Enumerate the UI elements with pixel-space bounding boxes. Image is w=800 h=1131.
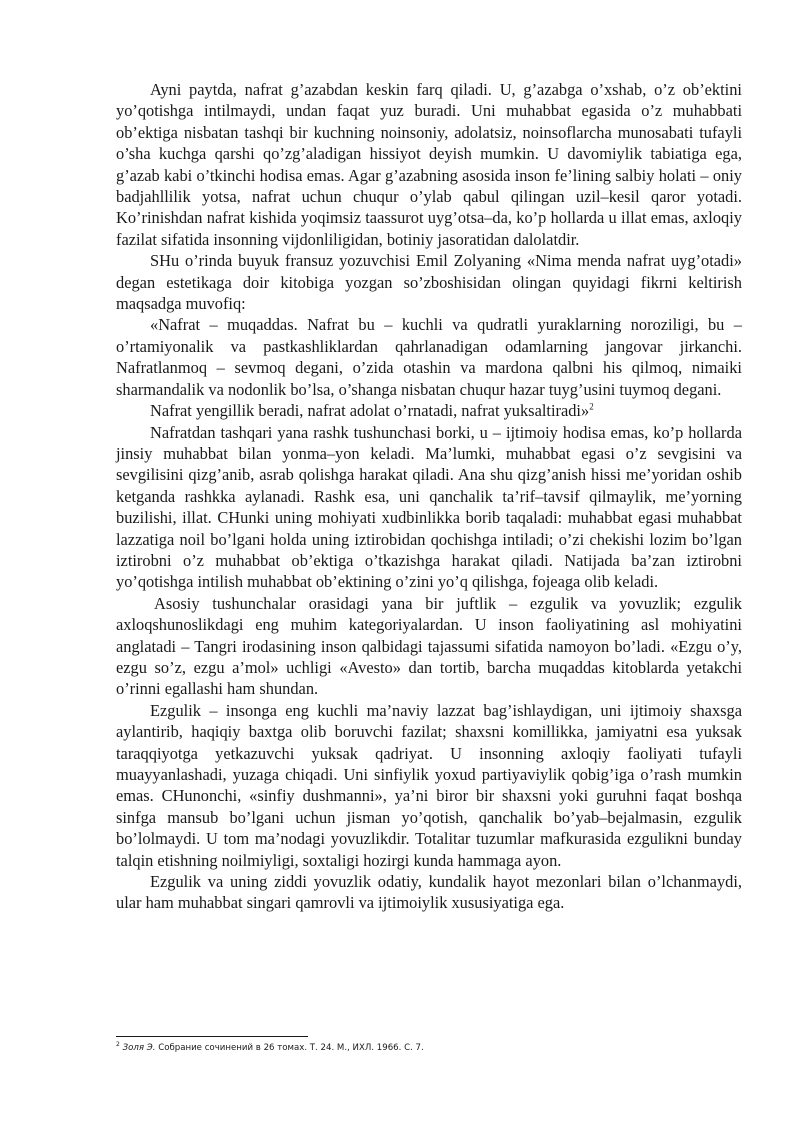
footnote-separator (116, 1036, 308, 1037)
paragraph-zola-quote: «Nafrat – muqaddas. Nafrat bu – kuchli va qudratli yuraklarning noroziligi, bu – o’rtamiyonalik va pastkashliklardan qahrlanadigan odamlarning jangovar jirkanchi. Nafratlanmoq – sevmoq degani, o’zida otashin va mardona qalbni his qilmoq, nimaiki sharmandalik va nodonlik bo’lsa, o’shanga nisbatan chuqur hazar tuyg’usini tuymoq degani. (116, 315, 742, 399)
quote-end-text: Nafrat yengillik beradi, nafrat adolat o’rnatadi, nafrat yuksaltiradi» (150, 401, 590, 421)
paragraph-quote-end (116, 400, 742, 421)
paragraph-good-and-evil: Asosiy tushunchalar orasidagi yana bir juftlik – ezgulik va yovuzlik; ezgulik axloqshunoslikdagi eng muhim kategoriyalardan. U inson faoliyatining asl mohiyatini anglatadi – Tangri irodasining inson qalbidagi tajassumi sifatida namoyon bo’ladi. «Ezgu o’y, ezgu so’z, ezgu a’mol» uchligi «Avesto» dan tortib, barcha muqaddas kitoblarda yetakchi o’rinni egallashi ham shundan. (116, 593, 742, 699)
footnote (116, 1042, 742, 1054)
paragraph-goodness: Ezgulik – insonga eng kuchli ma’naviy lazzat bag’ishlaydigan, uni ijtimoiy shaxsga aylantirib, haqiqiy baxtga olib boruvchi fazilat; shaxsni komillikka, jamiyatni esa yuksak taraqqiyotga yetkazuvchi yuksak qadriyat. U insonning axloqiy faoliyati tufayli muayyanlashadi, yuzaga chiqadi. Uni sinfiylik yoxud partiyaviylik qobig’iga o’rash mumkin emas. CHunonchi, «sinfiy dushmanni», ya’ni biror bir shaxsni yoki guruhni faqat boshqa sinfga mansub bo’lgani uchun jisman yo’qotish, qanchalik bo’yab–bejalmasin, ezgulik bo’lolmaydi. U tom ma’nodagi yovuzlikdir. Totalitar tuzumlar mafkurasida ezgulikni bunday talqin etishning noilmiyligi, soxtaligi hozirgi kunda hammaga ayon. (116, 700, 742, 870)
paragraph-jealousy: Nafratdan tashqari yana rashk tushunchasi borki, u – ijtimoiy hodisa emas, ko’p hollarda jinsiy muhabbat bilan yonma–yon keladi. Ma’lumki, muhabbat egasi o’z sevgisini va sevgilisini qizg’anib, asrab qolishga harakat qiladi. Ana shu qizg’anish hissi me’yoridan oshib ketganda rashkka aylanadi. Rashk esa, uni qanchalik ta’rif–tavsif qilmaylik, me’yorning buzilishi, illat. CHunki uning mohiyati xudbinlikka borib taqaladi: muhabbat egasi muhabbat lazzatiga noil bo’lgani holda uning iztirobidan qochishga intiladi; o’zi chekishi lozim bo’lgan iztirobni o’z muhabbat ob’ektiga o’tkazishga harakat qiladi. Natijada ba’zan iztirobni yo’qotishga intilish muhabbat ob’ektining o’zini yo’q qilishga, fojeaga olib keladi. (116, 422, 742, 592)
body-text (116, 79, 742, 914)
paragraph-zola-intro: SHu o’rinda buyuk fransuz yozuvchisi Emil Zolyaning «Nima menda nafrat uyg’otadi» degan estetikaga doir kitobiga yozgan so’zboshisidan olingan quyidagi fikrni keltirish maqsadga muvofiq: (116, 251, 742, 314)
footnote-reference[interactable]: 2 (589, 401, 594, 412)
paragraph-goodness-scope: Ezgulik va uning ziddi yovuzlik odatiy, kundalik hayot mezonlari bilan o’lchanmaydi, ular ham muhabbat singari qamrovli va ijtimoiylik xususiyatiga ega. (116, 872, 742, 913)
footnote-author: Золя Э. (122, 1043, 156, 1053)
paragraph-hatred-vs-anger: Ayni paytda, nafrat g’azabdan keskin farq qiladi. U, g’azabga o’xshab, o’z ob’ektini yo’qotishga intilmaydi, undan faqat yuz buradi. Uni muhabbat egasida o’z muhabbati ob’ektiga nisbatan tashqi bir kuchning noinsoniy, adolatsiz, noinsoflarcha munosabati tufayli o’sha kuchga qarshi qo’zg’aladigan hissiyot deyish mumkin. U davomiylik tabiatiga ega, g’azab kabi o’tkinchi hodisa emas. Agar g’azabning asosida inson fe’lining salbiy holati – oniy badjahllilik yotsa, nafrat uchun chuqur o’ylab qabul qilingan uzil–kesil qaror yotadi. Ko’rinishdan nafrat kishida yoqimsiz taassurot uyg’otsa–da, ko’p hollarda u illat emas, axloqiy fazilat sifatida insonning vijdonliligidan, botiniy jasoratidan dalolatdir. (116, 80, 742, 249)
footnote-number: 2 (116, 1041, 120, 1049)
footnote-text: Собрание сочинений в 26 томах. Т. 24. М., ИХЛ. 1966. С. 7. (158, 1043, 424, 1053)
